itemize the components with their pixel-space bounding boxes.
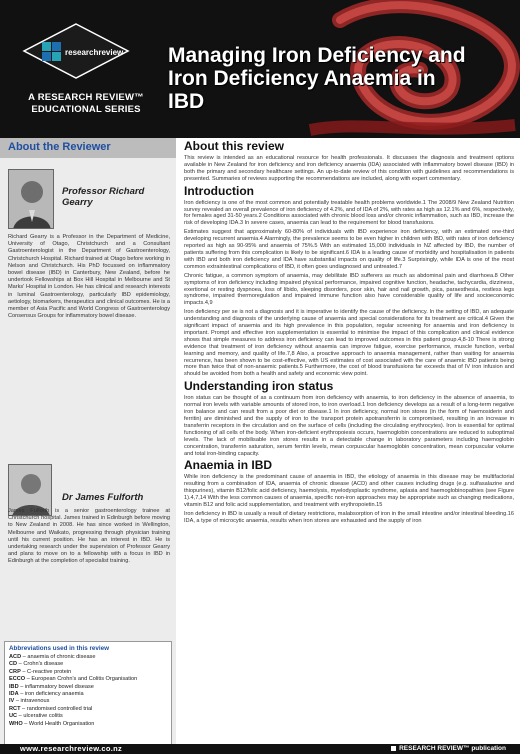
sidebar-heading: About the Reviewer: [8, 141, 111, 153]
square-bullet-icon: [391, 746, 396, 751]
footer-publication-text: RESEARCH REVIEW™ publication: [399, 745, 506, 752]
introduction-heading: Introduction: [184, 183, 254, 198]
abbreviation-item: CRP – C-reactive protein: [9, 668, 72, 675]
iron-status-paragraph: Iron status can be thought of as a continuum from iron deficiency with anaemia, to iron deficiency in the absence of anaemia, to normal iron levels with variable amounts of stored iron, to iron overload.1 Iron deficiency develops as a result of a long-term negative iron balance and can result from a poor diet or disease.1 In iron deficiency, normal iron stores (in the form of haemosiderin and ferritin) are diminished and the supply of iron to the transport protein apotransferrin is compromised, resulting in an increase in transferrin receptors in the circulation and on the surface of cells (including the circulating erythrocytes). Iron is essential for optimal functioning of all cells of the body. When iron-deficient erythropoiesis occurs, haemoglobin concentrations are reduced to suboptimal levels. The lack of mobilisable iron stores results in a detectable change in laboratory parameters including haemoglobin concentration, transferrin saturation, serum ferritin levels, mean corpuscular haemoglobin concentration, mean corpuscular volume and total iron-binding capacity.: [184, 395, 514, 457]
research-review-logo: [22, 22, 130, 80]
abbreviations-title: Abbreviations used in this review: [9, 645, 110, 652]
intro-paragraph-1: Iron deficiency is one of the most common and potentially treatable health problems worldwide.1 The 2008/9 New Zealand Nutrition survey revealed an overall prevalence of iron deficiency of 4.2%, and of IDA of 2%, with rates as high as 12.1% and 6%, respectively, for females aged 31-50 years.2 Conditions associated with chronic blood loss and/or chronic inflammation, such as IBD, increase the risk of developing IDA.3 In severe cases, anaemia can lead to the requirement for blood transfusions.: [184, 199, 514, 227]
about-heading: About this review: [184, 140, 285, 153]
intro-paragraph-3: Chronic fatigue, a common symptom of anaemia, may debilitate IBD sufferers as much as abdominal pain and diarrhoea.8 Other symptoms of iron deficiency including impaired physical performance, impaired cognitive function, headache, tachycardia, dizziness, exertional or resting dyspnoea, loss of libido, sleeping disorders, poor skin, hair and nail growth, pica, paraesthesia, restless legs syndrome, impaired thermoregulation and impaired immune function also have considerable quality of life and socioeconomic impacts.4,9: [184, 272, 514, 307]
abbreviation-item: ECCO – European Crohn's and Colitis Organisation: [9, 676, 138, 683]
footer-url-link[interactable]: www.researchreview.co.nz: [20, 744, 123, 753]
abbreviations-list: [9, 654, 167, 728]
anaemia-heading: Anaemia in IBD: [184, 458, 273, 473]
abbreviation-item: IV – intravenous: [9, 698, 50, 705]
footer: [0, 744, 520, 754]
james-bio: James Fulforth is a senior gastroenterology trainee at Christchurch hospital. James trained in Edinburgh before moving to New Zealand in 2008. He has since worked in Wellington, Melbourne and Waikato, progressing through physician training until his current position. He has an interest in IBD. He is undertaking research under the supervision of Professor Gearry and plans to move on to a fellowship with a focus in IBD in Edinburgh at the completion of specialist training.: [8, 508, 170, 565]
abbreviation-item: UC – ulcerative colitis: [9, 713, 63, 720]
about-text: This review is intended as an educational resource for health professionals. It discusses the diagnosis and treatment options available in New Zealand for iron deficiency and iron deficiency anaemia (IDA) associated with inflammatory bowel disease (IBD) in both the primary and secondary healthcare settings. An up-to-date review of this condition with guidelines and recommendations is presented. Summaries of reviews supporting the recommendations are included, along with expert commentary.: [184, 155, 514, 182]
footer-publication: [391, 744, 506, 754]
abbreviation-item: RCT – randomised controlled trial: [9, 705, 93, 712]
title-box: [168, 44, 468, 134]
logo-text: researchreview: [65, 48, 124, 57]
anaemia-section: [184, 459, 514, 524]
main-content: [184, 140, 514, 738]
professor-bio: Richard Gearry is a Professor in the Department of Medicine, University of Otago, Christchurch and a Consultant Gastroenterologist in the Department of Gastroenterology, Christchurch Hospital. Richard trained at Otago before working in Nelson and Christchurch. His PhD focussed on inflammatory bowel disease (IBD) in Canterbury, New Zealand, before he undertook Fellowships at Box Hill Hospital in Melbourne and St Marks' Hospital in London. He has clinical and research interests in luminal Gastroenterology, particularly IBD epidemiology, aetiology, biomarkers, therapeutics and clinical outcomes. He is a member of Asia Pacific and World Congress of Gastroenterology Consensus Groups for inflammatory bowel disease.: [8, 234, 170, 320]
abbreviation-item: IBD – inflammatory bowel disease: [9, 683, 94, 690]
anaemia-paragraph-1: While iron deficiency is the predominant cause of anaemia in IBD, the etiology of anaemia in this disease may be multifactorial resulting from a combination of IDA, anaemia of chronic disease (ACD) and other causes including drugs (e.g. sulfasalazine and thiopurines), vitamin B12/folic acid deficiency, haemolysis, myelodysplastic syndrome, aplasia and haemoglobinopathies (see Figure 1).4,7,14 With the less common causes of anaemia, specific non-iron approaches may be appropriate such as changing medications, vitamin B12 and folic acid supplementation, and treatment with erythropoietin.15: [184, 474, 514, 509]
iron-status-heading: Understanding iron status: [184, 379, 334, 394]
about-section: [184, 140, 514, 183]
intro-paragraph-4: Iron deficiency per se is not a diagnosis and it is imperative to identify the cause of the deficiency. In the setting of IBD, an adequate understanding and diagnosis of the underlying cause of anaemia and special considerations for its treatment are critical.4 Given the significant impact of anaemia and its high prevalence in this population, regular screening for anaemia and iron deficiency is important. Prompt and effective iron supplementation is essential to minimise the impact of this complication and clinical evidence shows that simple measures to address iron deficiency can lead to improved outcomes in this patient group.4,8-10 There is strong evidence that treatment of iron deficiency without anaemia can improve fatigue, exercise performance, muscle function, verbal learning and memory, and quality of life.7,8 Also, a proactive approach to anaemia management, rather than waiting for anaemia recurrence, has been shown to be cost-effective, with US estimates of cost associated with the care of anaemic IBD patients being more than twice that of non-anaemic patients.5 Furthermore, the cost of blood transfusions far exceeds that of IV iron infusion and should be avoided from both a health and safety and economic view point.: [184, 309, 514, 378]
abbreviation-item: ACD – anaemia of chronic disease: [9, 654, 96, 660]
introduction-section: [184, 185, 514, 379]
series-label: [16, 92, 156, 116]
abbreviation-item: CD – Crohn's disease: [9, 661, 64, 668]
iron-status-section: [184, 380, 514, 457]
professor-name: Professor Richard Gearry: [62, 186, 145, 208]
page-title: Managing Iron Deficiency and Iron Deficiency Anaemia in IBD: [168, 44, 466, 113]
sidebar-heading-bar: [0, 138, 176, 158]
sidebar: [0, 138, 176, 744]
james-name: Dr James Fulforth: [62, 492, 144, 503]
header-banner: [0, 0, 520, 138]
intro-paragraph-2: Estimates suggest that approximately 60-80% of individuals with IBD experience iron deficiency, with an estimated one-third developing recurrent anaemia.4 Alarmingly, the prevalence seems to be even higher in children with IBD, with rates of iron deficiency reported as high as 90-95% and anaemia of 75%.5 With an estimated 15,000 individuals in NZ affected by IBD, the number of patients suffering from this complication is likely to be significant.6 IDA is a leading cause of morbidity and hospitalisation in patients with IBD and both iron deficiency and IDA have substantial impacts on quality of life.3 Surprisingly, while IDA is one of the most common extraintestinal complications of IBD, it often goes undiagnosed and untreated.7: [184, 229, 514, 270]
abbreviations-box: [4, 641, 172, 754]
professor-photo: [8, 169, 54, 229]
abbreviation-item: WHO – World Health Organisation: [9, 720, 95, 727]
series-line-2: EDUCATIONAL SERIES: [31, 104, 141, 115]
anaemia-paragraph-2: Iron deficiency in IBD is usually a result of dietary restrictions, malabsorption of iron in the small intestine and/or intestinal bleeding.16 IDA, a type of microcytic anaemia, results when iron stores are exhausted and the supply of iron: [184, 510, 514, 524]
series-line-1: A RESEARCH REVIEW™: [28, 92, 144, 103]
abbreviation-item: IDA – iron deficiency anaemia: [9, 691, 84, 698]
